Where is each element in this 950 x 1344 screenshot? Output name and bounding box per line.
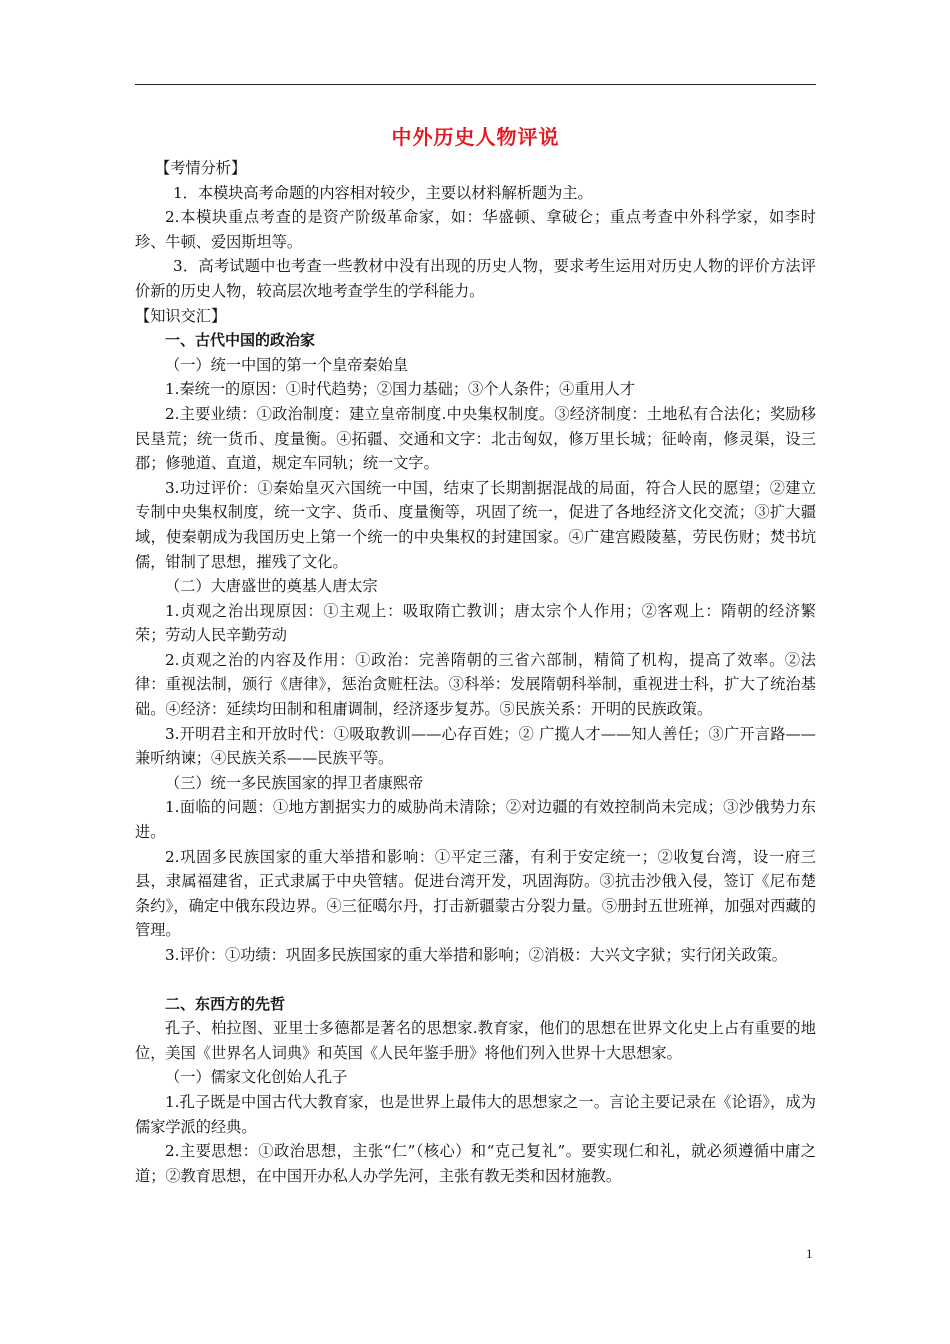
kaoqing-heading: 【考情分析】 xyxy=(155,159,247,177)
s1-sub1-title: （一）统一中国的第一个皇帝秦始皇 xyxy=(165,355,408,374)
s2-sub1-item-2: 2.主要思想：①政治思想，主张“仁”（核心）和“克己复礼”。要实现仁和礼，就必须遵循中庸之道；②教育思想，在中国开办私人办学先河，主张有教无类和因材施教。 xyxy=(135,1142,816,1185)
s2-sub1-item-1: 1.孔子既是中国古代大教育家，也是世界上最伟大的思想家之一。言论主要记录在《论语》，成为儒家学派的经典。 xyxy=(135,1092,816,1136)
s1-sub3-item-3: 3.评价：①功绩：巩固多民族国家的重大举措和影响；②消极：大兴文字狱；实行闭关政策。 xyxy=(165,946,787,964)
kaoqing-item-2: 2.本模块重点考查的是资产阶级革命家，如：华盛顿、拿破仑；重点考查中外科学家，如李时珍、牛顿、爱因斯坦等。 xyxy=(135,208,816,251)
s1-sub3-item-1: 1.面临的问题：①地方割据实力的威胁尚未清除；②对边疆的有效控制尚未完成；③沙俄势力东进。 xyxy=(135,798,816,842)
s1-sub2-item-3: 3.开明君主和开放时代：①吸取教训——心存百姓；② 广揽人才——知人善任；③广开言路——兼听纳谏；④民族关系——民族平等。 xyxy=(135,724,816,768)
section-gap xyxy=(135,968,816,992)
s1-sub2-title: （二）大唐盛世的奠基人唐太宗 xyxy=(165,577,378,596)
s2-sub1-title: （一）儒家文化创始人孔子 xyxy=(165,1068,348,1087)
s1-sub2-item-2: 2.贞观之治的内容及作用：①政治：完善隋朝的三省六部制，精简了机构，提高了效率。②法律：重视法制，颁行《唐律》，惩治贪赃枉法。③科举：发展隋朝科举制，重视进士科，扩大了统治基础。④经济：延续均田制和租庸调制，经济逐步复苏。⑤民族关系：开明的民族政策。 xyxy=(135,650,816,719)
document-title: 中外历史人物评说 xyxy=(391,125,560,149)
s1-sub1-item-3: 3.功过评价：①秦始皇灭六国统一中国，结束了长期割据混战的局面，符合人民的愿望；②建立专制中央集权制度，统一文字、货币、度量衡等，巩固了统一，促进了各地经济文化交流；③扩大疆域，使秦朝成为我国历史上第一个统一的中央集权的封建国家。④广建宫殿陵墓，劳民伤财；焚书坑儒，钳制了思想，摧残了文化。 xyxy=(135,478,816,571)
section-1-title: 一、古代中国的政治家 xyxy=(165,331,316,350)
s1-sub1-item-1: 1.秦统一的原因：①时代趋势；②国力基础；③个人条件；④重用人才 xyxy=(165,380,636,399)
s1-sub2-item-1: 1.贞观之治出现原因：①主观上：吸取隋亡教训；唐太宗个人作用；②客观上：隋朝的经济繁荣；劳动人民辛勤劳动 xyxy=(135,601,816,645)
section-2-intro: 孔子、柏拉图、亚里士多德都是著名的思想家.教育家，他们的思想在世界文化史上占有重要的地位，美国《世界名人词典》和英国《人民年鉴手册》将他们列入世界十大思想家。 xyxy=(135,1019,816,1062)
kaoqing-item-3: 3．高考试题中也考查一些教材中没有出现的历史人物，要求考生运用对历史人物的评价方法评价新的历史人物，较高层次地考查学生的学科能力。 xyxy=(135,257,816,300)
section-2-title: 二、东西方的先哲 xyxy=(165,994,286,1013)
zhishi-heading: 【知识交汇】 xyxy=(135,306,227,325)
document-body xyxy=(135,118,816,1188)
page-number: 1 xyxy=(806,1246,813,1261)
kaoqing-item-1: 1．本模块高考命题的内容相对较少，主要以材料解析题为主。 xyxy=(173,183,593,202)
s1-sub3-title: （三）统一多民族国家的捍卫者康熙帝 xyxy=(165,773,424,792)
s1-sub1-item-2: 2.主要业绩：①政治制度：建立皇帝制度.中央集权制度。③经济制度：土地私有合法化；奖励移民垦荒；统一货币、度量衡。④拓疆、交通和文字：北击匈奴，修万里长城；征岭南，修灵渠，设三郡；修驰道、直道，规定车同轨；统一文字。 xyxy=(135,404,816,473)
header-rule xyxy=(135,84,816,85)
s1-sub3-item-2: 2.巩固多民族国家的重大举措和影响：①平定三藩，有利于安定统一；②收复台湾，设一府三县，隶属福建省，正式隶属于中央管辖。促进台湾开发，巩固海防。③抗击沙俄入侵，签订《尼布楚条约》，确定中俄东段边界。④三征噶尔丹，打击新疆蒙古分裂力量。⑤册封五世班禅，加强对西藏的管理。 xyxy=(135,847,816,940)
